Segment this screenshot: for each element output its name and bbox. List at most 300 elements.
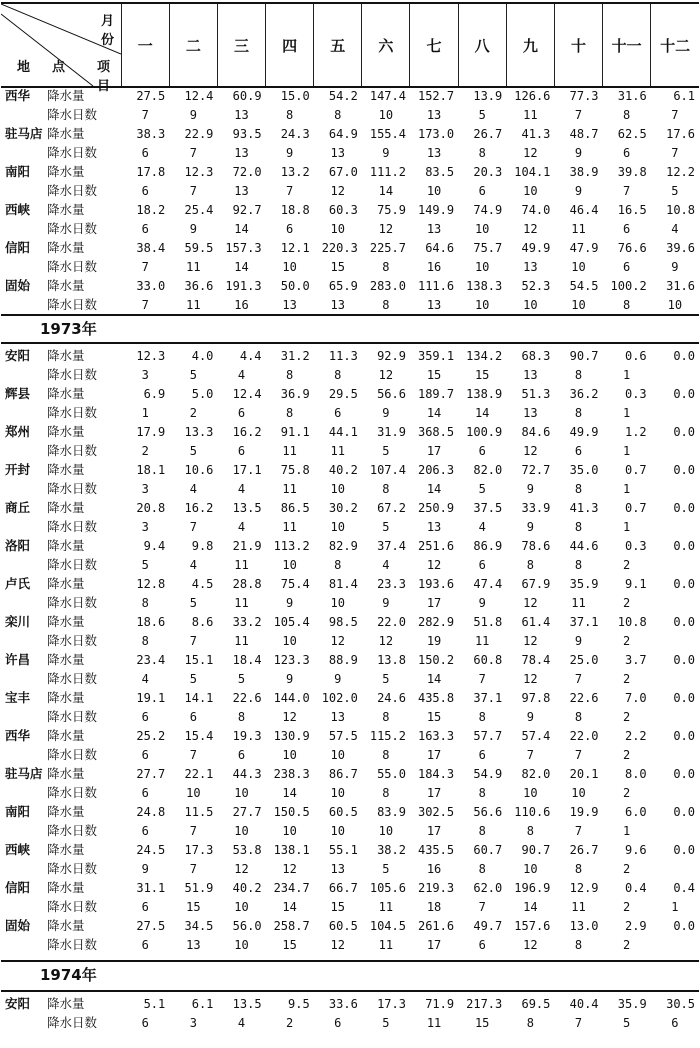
amount-cell: 13.5: [232, 501, 262, 515]
amount-cell: 12.4: [184, 89, 214, 103]
days-cell: 17: [426, 937, 442, 952]
days-cell: 7: [141, 259, 149, 274]
amount-cell: 9.1: [624, 577, 647, 591]
amount-cell: 55.0: [377, 767, 406, 781]
amount-cell: 86.5: [280, 501, 310, 515]
station-name: 驻马店: [5, 766, 43, 781]
amount-cell: 60.5: [328, 919, 358, 933]
days-cell: [651, 632, 699, 651]
days-cell: [651, 822, 699, 841]
days-cell: 10: [378, 823, 394, 838]
amount-cell: 34.5: [184, 919, 214, 933]
days-cell: 8: [382, 297, 390, 312]
station-name-blank: [1, 632, 47, 651]
amount-cell: 54.5: [569, 279, 599, 293]
days-cell: 11: [571, 595, 586, 610]
days-cell: 8: [478, 709, 486, 724]
amount-cell: 8.0: [624, 767, 647, 781]
station-amount-row: [1, 238, 699, 258]
amount-cell: 62.5: [617, 127, 647, 141]
days-cell: [651, 708, 699, 727]
amount-cell: 435.8: [417, 691, 455, 705]
days-cell: 5: [671, 183, 679, 198]
amount-cell: 104.1: [514, 165, 551, 179]
amount-cell: 67.2: [377, 501, 406, 515]
amount-cell: 0.0: [673, 843, 695, 857]
days-cell: 7: [141, 107, 149, 122]
amount-cell: 86.7: [328, 767, 358, 781]
days-cell: 8: [622, 107, 631, 122]
station-name-blank: [1, 898, 47, 917]
amount-cell: 86.9: [473, 539, 503, 553]
row-label-days: 降水日数: [47, 822, 98, 838]
amount-cell: 18.1: [136, 463, 166, 477]
amount-cell: 0.4: [673, 881, 695, 895]
days-cell: 6: [671, 1015, 679, 1030]
amount-cell: 27.7: [232, 805, 262, 819]
amount-cell: 41.3: [569, 501, 599, 515]
days-cell: 12: [523, 145, 538, 160]
days-cell: 6: [237, 443, 246, 458]
amount-cell: 28.8: [232, 577, 262, 591]
station-name: 西华: [5, 88, 31, 103]
days-cell: 8: [237, 709, 246, 724]
station-days-row: [1, 296, 699, 315]
days-cell: 8: [574, 557, 583, 572]
amount-cell: 0.7: [624, 463, 647, 477]
amount-cell: 75.4: [280, 577, 310, 591]
amount-cell: 27.7: [136, 767, 166, 781]
amount-cell: 0.0: [673, 919, 695, 933]
days-cell: 13: [426, 107, 442, 122]
amount-cell: 282.9: [417, 615, 455, 629]
days-cell: 12: [282, 709, 297, 724]
station-name: 洛阳: [5, 538, 31, 553]
amount-cell: 0.6: [624, 349, 647, 363]
days-cell: 2: [189, 405, 197, 420]
amount-cell: 22.6: [232, 691, 262, 705]
amount-cell: 20.3: [473, 165, 503, 179]
station-amount-row: [1, 688, 699, 708]
station-days-row: [1, 936, 699, 955]
row-label-amount: 降水量: [47, 766, 85, 781]
station-name-blank: [1, 296, 47, 315]
days-cell: 9: [526, 709, 534, 724]
amount-cell: 44.3: [232, 767, 262, 781]
station-amount-row: [1, 878, 699, 898]
amount-cell: 191.3: [225, 279, 262, 293]
station-days-row: [1, 518, 699, 537]
days-cell: 6: [141, 747, 149, 762]
row-label-amount: 降水量: [47, 126, 85, 141]
days-cell: 9: [286, 145, 294, 160]
amount-cell: 138.3: [466, 279, 503, 293]
station-amount-row: [1, 536, 699, 556]
amount-cell: 435.5: [417, 843, 455, 857]
days-cell: 7: [574, 823, 583, 838]
days-cell: 4: [189, 557, 197, 572]
days-cell: 17: [426, 785, 442, 800]
days-cell: 6: [334, 1015, 342, 1030]
amount-cell: 0.0: [673, 501, 695, 515]
days-cell: 5: [382, 443, 390, 458]
amount-cell: 126.6: [514, 89, 551, 103]
days-cell: 3: [141, 367, 149, 382]
month-axis-label: 月份: [101, 14, 133, 48]
station-name-blank: [1, 860, 47, 879]
days-cell: 8: [382, 785, 390, 800]
days-cell: 12: [330, 633, 345, 648]
amount-cell: 67.9: [521, 577, 551, 591]
amount-cell: 71.9: [425, 997, 455, 1011]
days-cell: 10: [282, 823, 297, 838]
amount-cell: 78.4: [521, 653, 551, 667]
days-cell: 9: [478, 595, 486, 610]
amount-cell: 15.4: [184, 729, 214, 743]
days-cell: 8: [286, 107, 294, 122]
amount-cell: 27.5: [136, 89, 166, 103]
days-cell: 2: [622, 595, 631, 610]
amount-cell: 19.9: [569, 805, 599, 819]
amount-cell: 83.9: [377, 805, 406, 819]
amount-cell: 149.9: [417, 203, 455, 217]
amount-cell: 359.1: [417, 349, 455, 363]
amount-cell: 24.8: [136, 805, 166, 819]
days-cell: 18: [426, 899, 442, 914]
row-label-amount: 降水量: [47, 500, 85, 515]
days-cell: 13: [426, 145, 442, 160]
station-name: 开封: [5, 462, 31, 477]
amount-cell: 193.6: [417, 577, 455, 591]
amount-cell: 16.5: [617, 203, 647, 217]
amount-cell: 0.0: [673, 691, 695, 705]
amount-cell: 18.4: [232, 653, 262, 667]
amount-cell: 20.8: [136, 501, 166, 515]
amount-cell: 6.0: [624, 805, 647, 819]
days-cell: 6: [574, 443, 583, 458]
amount-cell: 51.9: [184, 881, 214, 895]
row-label-amount: 降水量: [47, 690, 85, 705]
amount-cell: 251.6: [417, 539, 455, 553]
station-name-blank: [1, 784, 47, 803]
days-cell: 11: [234, 557, 249, 572]
days-cell: 4: [237, 519, 246, 534]
station-amount-row: [1, 650, 699, 670]
days-cell: 14: [474, 405, 490, 420]
days-cell: 15: [474, 367, 490, 382]
days-cell: 7: [574, 671, 583, 686]
row-label-days: 降水日数: [47, 670, 98, 686]
days-cell: 8: [382, 747, 390, 762]
station-amount-row: [1, 612, 699, 632]
days-cell: 8: [382, 259, 390, 274]
row-label-days: 降水日数: [47, 366, 98, 382]
amount-cell: 130.9: [273, 729, 310, 743]
amount-cell: 64.9: [328, 127, 358, 141]
days-cell: 11: [282, 481, 297, 496]
days-cell: 8: [382, 481, 390, 496]
amount-cell: 15.1: [184, 653, 214, 667]
amount-cell: 51.3: [521, 387, 551, 401]
station-name: 信阳: [5, 240, 31, 255]
days-cell: 8: [334, 367, 342, 382]
month-header: 四: [266, 3, 314, 87]
station-name-blank: [1, 518, 47, 537]
days-cell: 3: [189, 1015, 197, 1030]
amount-cell: 150.5: [273, 805, 310, 819]
amount-cell: 54.2: [328, 89, 358, 103]
days-cell: 6: [478, 937, 486, 952]
days-cell: 6: [622, 221, 631, 236]
days-cell: 9: [526, 481, 534, 496]
amount-cell: 5.0: [191, 387, 214, 401]
station-amount-row: [1, 422, 699, 442]
days-cell: 15: [426, 367, 442, 382]
days-cell: 13: [523, 405, 538, 420]
amount-cell: 37.5: [473, 501, 503, 515]
station-name-blank: [1, 258, 47, 277]
days-cell: 6: [189, 709, 197, 724]
days-cell: 14: [523, 899, 538, 914]
row-label-amount: 降水量: [47, 202, 85, 217]
amount-cell: 17.8: [136, 165, 166, 179]
amount-cell: 19.3: [232, 729, 262, 743]
row-label-amount: 降水量: [47, 614, 85, 629]
days-cell: 8: [574, 481, 583, 496]
amount-cell: 22.0: [569, 729, 599, 743]
amount-cell: 6.1: [673, 89, 695, 103]
amount-cell: 97.8: [521, 691, 551, 705]
days-cell: 6: [141, 899, 149, 914]
days-cell: 7: [671, 107, 679, 122]
amount-cell: 46.4: [569, 203, 599, 217]
amount-cell: 19.1: [136, 691, 166, 705]
days-cell: 6: [237, 405, 246, 420]
amount-cell: 17.1: [232, 463, 262, 477]
row-label-days: 降水日数: [47, 1014, 98, 1030]
amount-cell: 31.6: [666, 279, 695, 293]
days-cell: 8: [478, 145, 486, 160]
amount-cell: 82.9: [328, 539, 358, 553]
amount-cell: 60.3: [328, 203, 358, 217]
days-cell: [651, 404, 699, 423]
station-name-blank: [1, 556, 47, 575]
station-name-blank: [1, 746, 47, 765]
row-label-amount: 降水量: [47, 240, 85, 255]
days-cell: 1: [622, 367, 631, 382]
days-cell: 7: [574, 1015, 583, 1030]
days-cell: 17: [426, 443, 442, 458]
days-cell: 11: [378, 899, 394, 914]
days-cell: 8: [622, 297, 631, 312]
station-name-blank: [1, 594, 47, 613]
amount-cell: 50.0: [280, 279, 310, 293]
amount-cell: 37.1: [473, 691, 503, 705]
days-cell: [651, 860, 699, 879]
amount-cell: 75.8: [280, 463, 310, 477]
site-axis-label: 地点: [17, 60, 88, 75]
station-name-blank: [1, 404, 47, 423]
amount-cell: 7.0: [624, 691, 647, 705]
amount-cell: 23.3: [377, 577, 406, 591]
days-cell: 8: [141, 633, 149, 648]
amount-cell: 18.8: [280, 203, 310, 217]
amount-cell: 4.0: [191, 349, 214, 363]
days-cell: 13: [426, 297, 442, 312]
days-cell: 9: [141, 861, 149, 876]
amount-cell: 261.6: [417, 919, 455, 933]
days-cell: 7: [189, 747, 197, 762]
station-name: 辉县: [5, 386, 31, 401]
days-cell: 5: [189, 367, 197, 382]
days-cell: 14: [426, 405, 442, 420]
amount-cell: 77.3: [569, 89, 599, 103]
days-cell: 3: [141, 481, 149, 496]
days-cell: 8: [526, 557, 534, 572]
amount-cell: 123.3: [273, 653, 310, 667]
days-cell: 2: [622, 709, 631, 724]
amount-cell: 17.3: [184, 843, 214, 857]
amount-cell: 13.8: [377, 653, 406, 667]
days-cell: 1: [622, 443, 631, 458]
amount-cell: 12.3: [136, 349, 166, 363]
amount-cell: 24.6: [377, 691, 406, 705]
amount-cell: 47.9: [569, 241, 599, 255]
days-cell: 11: [282, 519, 297, 534]
row-label-days: 降水日数: [47, 860, 98, 876]
days-cell: 14: [282, 899, 297, 914]
days-cell: 4: [478, 519, 486, 534]
station-amount-row: [1, 276, 699, 296]
row-label-amount: 降水量: [47, 804, 85, 819]
month-header: 十: [554, 3, 602, 87]
amount-cell: 22.6: [569, 691, 599, 705]
amount-cell: 26.7: [569, 843, 599, 857]
amount-cell: 40.2: [232, 881, 262, 895]
days-cell: 9: [189, 221, 197, 236]
amount-cell: 17.6: [666, 127, 695, 141]
days-cell: 10: [571, 785, 586, 800]
days-cell: 10: [378, 107, 394, 122]
row-label-days: 降水日数: [47, 898, 98, 914]
amount-cell: 37.1: [569, 615, 599, 629]
amount-cell: 38.2: [377, 843, 406, 857]
amount-cell: 25.0: [569, 653, 599, 667]
station-amount-row: [1, 840, 699, 860]
amount-cell: 2.2: [624, 729, 647, 743]
days-cell: 11: [186, 259, 201, 274]
amount-cell: 100.2: [610, 279, 647, 293]
amount-cell: 104.5: [369, 919, 406, 933]
row-label-days: 降水日数: [47, 784, 98, 800]
days-cell: 6: [334, 405, 342, 420]
amount-cell: 234.7: [273, 881, 310, 895]
station-name: 西峡: [5, 202, 31, 217]
row-label-amount: 降水量: [47, 424, 85, 439]
row-label-days: 降水日数: [47, 106, 98, 122]
amount-cell: 238.3: [273, 767, 310, 781]
days-cell: 13: [234, 183, 249, 198]
days-cell: 7: [671, 145, 679, 160]
amount-cell: 144.0: [273, 691, 310, 705]
amount-cell: 78.6: [521, 539, 551, 553]
days-cell: 8: [574, 709, 583, 724]
station-amount-row: [1, 124, 699, 144]
days-cell: 10: [474, 297, 490, 312]
days-cell: 15: [330, 899, 345, 914]
amount-cell: 82.0: [521, 767, 551, 781]
section-divider: [1, 342, 699, 344]
row-label-amount: 降水量: [47, 576, 85, 591]
amount-cell: 55.1: [328, 843, 358, 857]
days-cell: 7: [574, 107, 583, 122]
amount-cell: 138.9: [466, 387, 503, 401]
amount-cell: 74.9: [473, 203, 503, 217]
days-cell: 17: [426, 595, 442, 610]
amount-cell: 56.6: [473, 805, 503, 819]
days-cell: 10: [426, 183, 442, 198]
amount-cell: 35.9: [617, 997, 647, 1011]
table-header: [1, 2, 699, 94]
days-cell: [651, 366, 699, 385]
amount-cell: 31.9: [377, 425, 406, 439]
days-cell: 1: [671, 899, 679, 914]
amount-cell: 13.0: [569, 919, 599, 933]
station-days-row: [1, 556, 699, 575]
days-cell: 14: [282, 785, 297, 800]
days-cell: [651, 936, 699, 955]
days-cell: 8: [526, 823, 534, 838]
days-cell: 11: [186, 297, 201, 312]
amount-cell: 15.0: [280, 89, 310, 103]
station-amount-row: [1, 802, 699, 822]
amount-cell: 4.5: [191, 577, 214, 591]
amount-cell: 20.1: [569, 767, 599, 781]
amount-cell: 31.2: [280, 349, 310, 363]
days-cell: 5: [478, 481, 486, 496]
row-label-days: 降水日数: [47, 480, 98, 496]
amount-cell: 52.3: [521, 279, 551, 293]
amount-cell: 18.6: [136, 615, 166, 629]
days-cell: 13: [330, 861, 345, 876]
station-days-row: [1, 670, 699, 689]
station-days-row: [1, 258, 699, 277]
amount-cell: 9.5: [288, 997, 310, 1011]
row-label-days: 降水日数: [47, 632, 98, 648]
amount-cell: 23.4: [136, 653, 166, 667]
amount-cell: 13.5: [232, 997, 262, 1011]
row-label-amount: 降水量: [47, 880, 85, 895]
data-block-1973: [1, 346, 699, 954]
amount-cell: 8.6: [191, 615, 214, 629]
amount-cell: 25.2: [136, 729, 166, 743]
header-corner-cell: [1, 3, 133, 94]
station-name: 栾川: [5, 614, 31, 629]
amount-cell: 225.7: [369, 241, 406, 255]
amount-cell: 9.4: [143, 539, 166, 553]
days-cell: [651, 784, 699, 803]
station-days-row: [1, 144, 699, 163]
amount-cell: 14.1: [184, 691, 214, 705]
days-cell: 9: [574, 183, 583, 198]
days-cell: 5: [382, 861, 390, 876]
days-cell: 12: [523, 595, 538, 610]
days-cell: 10: [282, 557, 297, 572]
station-amount-row: [1, 916, 699, 936]
amount-cell: 111.6: [417, 279, 455, 293]
amount-cell: 4.4: [239, 349, 262, 363]
days-cell: 15: [186, 899, 201, 914]
